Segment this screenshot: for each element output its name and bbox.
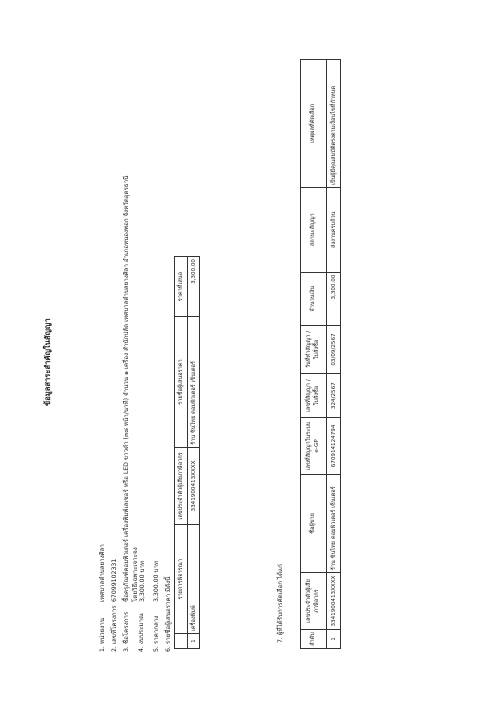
field-label-project-id: 2. เลขที่โครงการ xyxy=(111,605,118,652)
winners-header-seller: ชื่อผู้ขาย xyxy=(301,474,327,572)
bidders-header-row xyxy=(175,257,188,649)
field-value-budget-method: โดยวิธีเฉพาะเจาะจง xyxy=(132,547,139,602)
table-row xyxy=(327,60,341,649)
field-label-project-name: 3. ชื่อโครงการ xyxy=(123,611,130,652)
bidders-header-no xyxy=(175,634,188,649)
bidders-header-price: ราคาที่เสนอ xyxy=(175,257,188,317)
field-label-median-price: 5. ราคากลาง xyxy=(153,615,160,652)
winners-cell-no: 1 xyxy=(327,630,341,649)
bidders-table xyxy=(174,256,200,649)
document-title: ข้อมูลสาระสำคัญในสัญญา xyxy=(43,318,52,406)
bidders-cell-no: 1 xyxy=(188,634,200,649)
field-value-project-name: ซื้อครุภัณฑ์คอมพิวเตอร์ เครื่องพิมพ์เลเซอร์ หรือ LED ขาวดำ (๓๘ หน้า/นาที) จำนวน ๑ เครื่อง สำนักปลัด เทศบาลตำบลยางศิลา อำเภอหนองพอก จังหวัดอุดรธานี xyxy=(123,175,130,602)
field-label-bidders: 6. รายชื่อผู้เสนอราคา มีดังนี้ xyxy=(165,576,172,652)
bidders-cell-bidder: ร้าน ซินไทย คอมพิวเตอร์ เซ็นเตอร์ xyxy=(188,317,200,448)
winners-cell-contract-date: 03/09/2567 xyxy=(327,325,341,373)
field-value-budget-amount: 3,300.00 บาท xyxy=(139,560,146,602)
winners-cell-egp: 670914124794 xyxy=(327,418,341,474)
bidders-cell-item: เครื่องพิมพ์ xyxy=(188,525,200,634)
field-value-project-id: 67099102331 xyxy=(111,558,118,602)
bidders-cell-price: 3,300.00 xyxy=(188,257,200,317)
winners-header-row xyxy=(301,60,327,649)
field-value-median-price: 3,300.00 บาท xyxy=(153,560,160,602)
winners-header-contract-date: วันที่ทำสัญญา / ใบสั่งซื้อ xyxy=(301,325,327,373)
winners-cell-seller: ร้าน ซินไทย คอมพิวเตอร์ เซ็นเตอร์ xyxy=(327,474,341,572)
winners-cell-contract-no: 324/2567 xyxy=(327,374,341,418)
winners-cell-reason: เป็นผู้มีคุณสมบัติตรงตามเงื่อนไขที่กำหนด xyxy=(327,60,341,188)
section7-heading: 7. ผู้ที่ได้รับการคัดเลือก ได้แก่ xyxy=(277,564,284,643)
table-row xyxy=(188,257,200,649)
winners-table xyxy=(300,59,341,649)
winners-header-status: สถานะสัญญา xyxy=(301,188,327,273)
winners-cell-amount: 3,300.00 xyxy=(327,272,341,325)
field-label-agency: 1. หน่วยงาน xyxy=(99,617,106,652)
winners-header-contract-no: เลขที่สัญญา / ใบสั่งซื้อ xyxy=(301,374,327,418)
bidders-header-item: รายการพิจารณา xyxy=(175,525,188,634)
winners-cell-status: ส่งงานครบถ้วน xyxy=(327,188,341,273)
winners-header-egp: เลขที่สัญญาในระบบ e-GP xyxy=(301,418,327,474)
field-value-agency: เทศบาลตำบลยางศิลา xyxy=(99,544,106,602)
winners-header-taxid: เลขประจำตัวผู้เสียภาษีอากร xyxy=(301,573,327,630)
bidders-cell-taxid: 3341900413XXXX xyxy=(188,447,200,524)
winners-header-amount: จำนวนเงิน xyxy=(301,272,327,325)
winners-cell-taxid: 3341900413XXXX xyxy=(327,573,341,630)
field-label-budget: 4. งบประมาณ xyxy=(138,613,145,652)
bidders-header-taxid: เลขประจำตัวผู้เสียภาษีอากร xyxy=(175,447,188,524)
bidders-header-bidder: รายชื่อผู้เสนอราคา xyxy=(175,317,188,448)
winners-header-reason: เหตุผลที่คัดเลือก xyxy=(301,60,327,188)
winners-header-no: ลำดับ xyxy=(301,630,327,649)
